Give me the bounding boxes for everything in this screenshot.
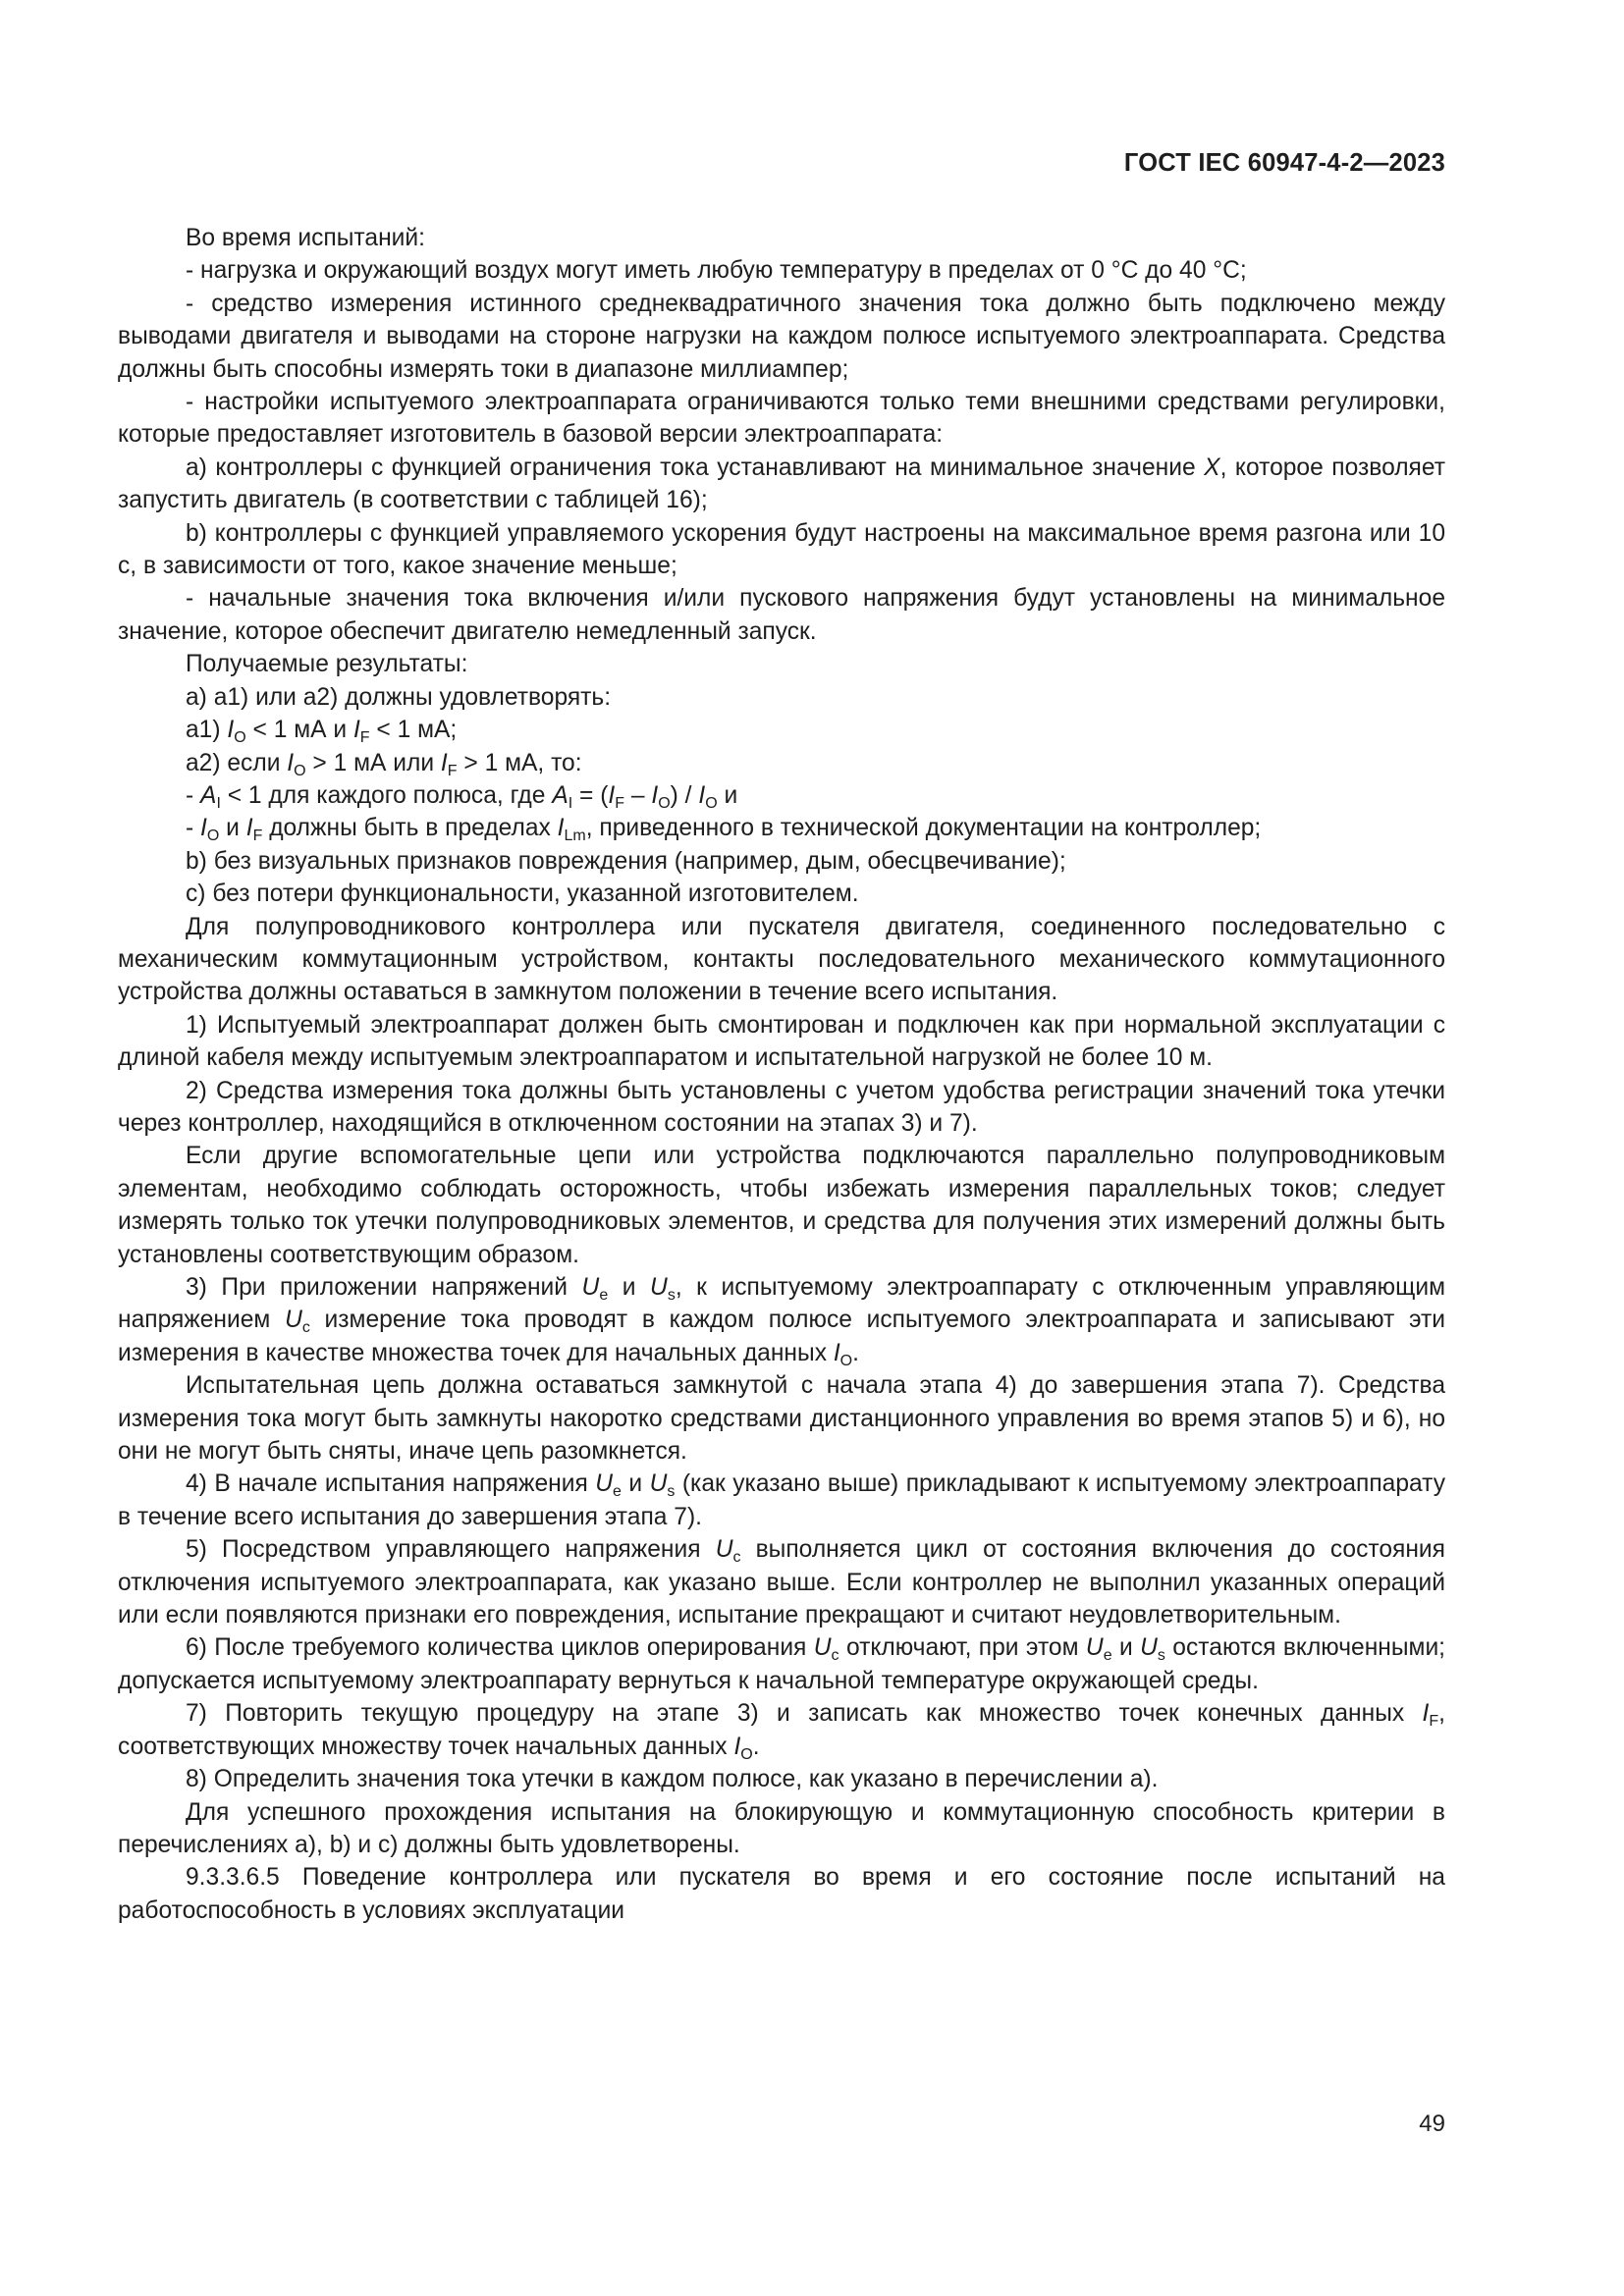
paragraph: - начальные значения тока включения и/или пускового напряжения будут установлены на минимальное значение, которое обеспечит двигателю немедленный запуск. [118,585,1445,645]
paragraph: Испытательная цепь должна оставаться замкнутой с начала этапа 4) до завершения этапа 7). Средства измерения тока могут быть замкнуты накоротко средствами дистанционного управления во время этапов 5) и 6), но они не могут быть сняты, иначе цепь разомкнется. [118,1372,1445,1466]
paragraph: 3) При приложении напряжений $U_e$ и $U_s$, к испытуемому электроаппарату с отключенным управляющим напряжением $U_c$ измерение тока проводят в каждом полюсе испытуемого электроаппарата и записывают эти измерения в качестве множества точек для начальных данных $I_O$. [118,1274,1445,1369]
paragraph: Если другие вспомогательные цепи или устройства подключаются параллельно полупроводниковым элементам, необходимо соблюдать осторожность, чтобы избежать измерения параллельных токов; следует измерять только ток утечки полупроводниковых элементов, и средства для получения этих измерений должны быть установлены соответствующим образом. [118,1143,1445,1268]
paragraph: Получаемые результаты: [186,651,468,678]
section-heading: 9.3.3.6.5 Поведение контроллера или пускателя во время и его состояние после испытаний на работоспособность в условиях эксплуатации [118,1864,1445,1924]
paragraph: Для успешного прохождения испытания на блокирующую и коммутационную способность критерии в перечислениях a), b) и c) должны быть удовлетворены. [118,1798,1445,1858]
paragraph: 7) Повторить текущую процедуру на этапе 3) и записать как множество точек конечных данных $I_F$, соответствующих множеству точек начальных данных $I_O$. [118,1700,1445,1763]
paragraph: a) контроллеры с функцией ограничения тока устанавливают на минимальное значение X, которое позволяет запустить двигатель (в соответствии с таблицей 16); [118,454,1445,514]
paragraph: b) контроллеры с функцией управляемого ускорения будут настроены на максимальное время разгона или 10 с, в зависимости от того, какое значение меньше; [118,519,1445,580]
paragraph: - настройки испытуемого электроаппарата ограничиваются только теми внешними средствами регулировки, которые предоставляет изготовитель в базовой версии электроаппарата: [118,389,1445,449]
standard-header: ГОСТ IEC 60947-4-2—2023 [1123,149,1445,177]
paragraph: - $I_O$ и $I_F$ должны быть в пределах $I_{Lm}$, приведенного в технической документации на контроллер; [186,815,1262,845]
page-number: 49 [1419,2110,1445,2137]
paragraph: Для полупроводникового контроллера или пускателя двигателя, соединенного последовательно с механическим коммутационным устройством, контакты последовательного механического коммутационного устройства должны оставаться в замкнутом положении в течение всего испытания. [118,913,1445,1006]
paragraph: b) без визуальных признаков повреждения (например, дым, обесцвечивание); [186,847,1066,875]
paragraph: 1) Испытуемый электроаппарат должен быть смонтирован и подключен как при нормальной эксплуатации с длиной кабеля между испытуемым электроаппаратом и испытательной нагрузкой не более 10 м. [118,1011,1445,1072]
paragraph: Во время испытаний: [186,225,425,251]
paragraph: - нагрузка и окружающий воздух могут иметь любую температуру в пределах от 0 °C до 40 °C; [186,257,1247,285]
paragraph: 6) После требуемого количества циклов оперирования $U_c$ отключают, при этом $U_e$ и $U_s$ остаются включенными; допускается испытуемому электроаппарату вернуться к начальной температуре окружающей среды. [118,1634,1446,1694]
paragraph: 4) В начале испытания напряжения $U_e$ и $U_s$ (как указано выше) прикладывают к испытуемому электроаппарату в течение всего испытания до завершения этапа 7). [118,1470,1445,1530]
paragraph: - средство измерения истинного среднеквадратичного значения тока должно быть подключено между выводами двигателя и выводами на стороне нагрузки на каждом полюсе испытуемого электроаппарата. Средства должны быть способны измерять токи в диапазоне миллиампер; [118,290,1445,383]
paragraph: c) без потери функциональности, указанной изготовителем. [186,881,859,908]
paragraph: a2) если $I_O > 1$ мА или $I_F > 1$ мА, то: [186,749,582,779]
document-body [118,222,1445,1927]
paragraph: - $A_I < 1$ для каждого полюса, где $A_I = (I_F - I_O) / I_O$ и [186,781,738,812]
paragraph: 2) Средства измерения тока должны быть установлены с учетом удобства регистрации значений тока утечки через контроллер, находящийся в отключенном состоянии на этапах 3) и 7). [118,1077,1445,1137]
paragraph: a1) $I_O < 1$ мА и $I_F < 1$ мА; [186,717,458,747]
paragraph: 5) Посредством управляющего напряжения $U_c$ выполняется цикл от состояния включения до состояния отключения испытуемого электроаппарата, как указано выше. Если контроллер не выполнил указанных операций или если появляются признаки его повреждения, испытание прекращают и считают неудовлетворительным. [118,1536,1445,1629]
paragraph: a) a1) или a2) должны удовлетворять: [186,683,612,711]
paragraph: 8) Определить значения тока утечки в каждом полюсе, как указано в перечислении a). [186,1766,1159,1793]
